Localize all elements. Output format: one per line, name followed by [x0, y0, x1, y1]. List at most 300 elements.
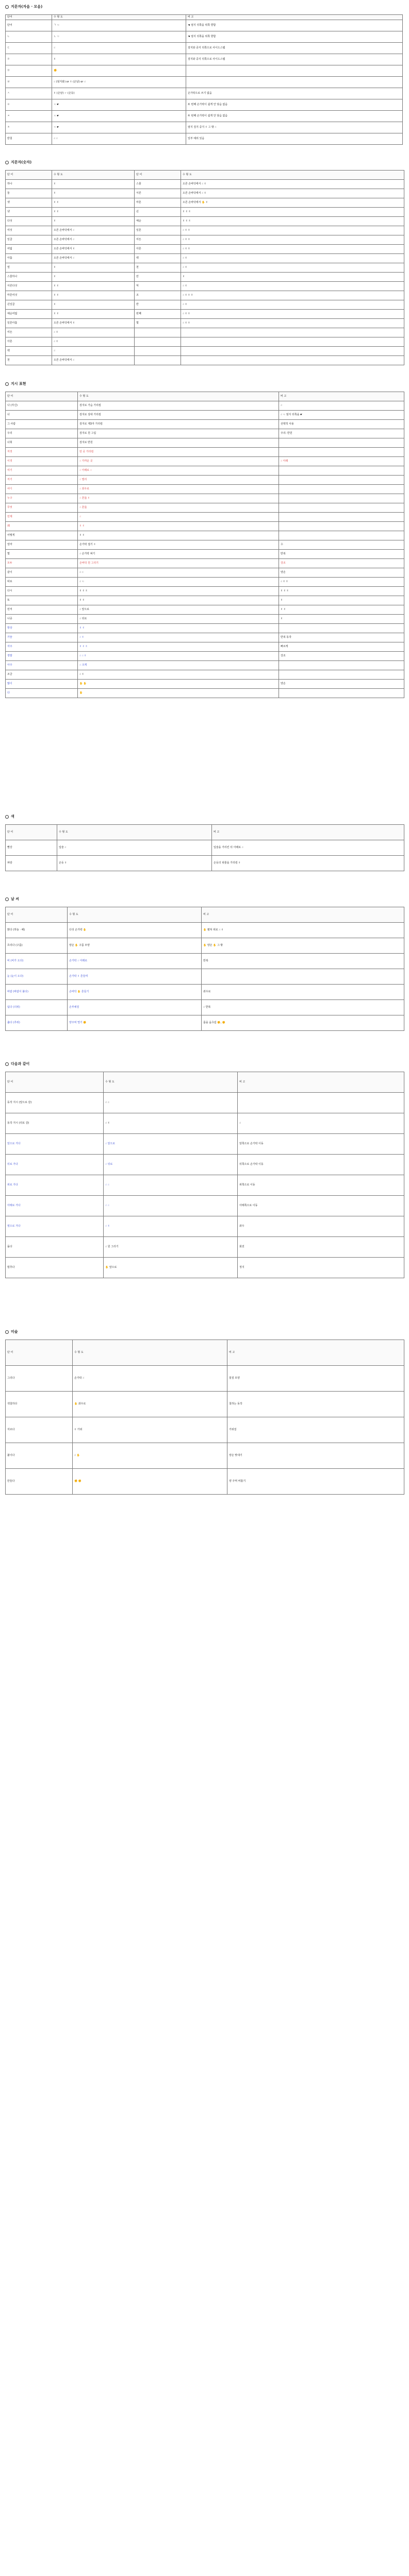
table-cell: 하나 [6, 180, 52, 189]
table-cell: 스물하나 [6, 273, 52, 282]
table-row [6, 1469, 404, 1495]
table-cell: 반복 [202, 954, 404, 969]
table-cell: ㅁ [6, 65, 52, 77]
section-title-text: 미술 [11, 1330, 18, 1334]
table-cell: 왜 [6, 522, 78, 531]
table-cell: 앞으로 가다 [6, 1134, 104, 1155]
section-table [5, 14, 403, 145]
column-header: 수 형 도 [78, 392, 279, 401]
table-cell: 손부채질 [68, 1000, 202, 1015]
table-row [6, 923, 404, 938]
table-cell: 손등 ✌ [57, 856, 212, 871]
section-title-text: 지문자(자음 · 모음) [11, 5, 43, 9]
table-cell: ☝ 앞으로 [78, 605, 279, 615]
table-cell: 무엇 [6, 503, 78, 513]
table-cell: ☝ 가까운 곳 [78, 457, 279, 466]
table-cell: 오른 손바닥에서 ☝ ✌ [181, 189, 404, 198]
table-cell: 정말 [6, 652, 78, 661]
table-cell: 일부 예외 있음 [186, 133, 403, 145]
circle-bullet-icon [5, 382, 9, 386]
table-cell: 모두 [6, 559, 78, 568]
table-cell: 손가락 ☝ 아래로 [68, 954, 202, 969]
table-cell: 어디 [6, 485, 78, 494]
section-title-text: 지시 표현 [11, 382, 26, 386]
table-row [6, 263, 404, 273]
table-cell: ☝ ✌ ✌ [181, 235, 404, 245]
table-row [6, 43, 403, 54]
table-cell: 엄지 검지 중지 ✌ 그 밖 ☝ [186, 122, 403, 133]
table-cell: ☝ ✌ ✌ [279, 578, 404, 587]
table-cell: 검지로 제3자 가리킴 [78, 420, 279, 429]
table-cell: 서른 [135, 189, 181, 198]
section-table [5, 392, 404, 698]
table-cell: 억 [135, 282, 181, 291]
table-cell: 백 [6, 347, 52, 356]
column-header: 수 형 도 [68, 907, 202, 923]
table-header-row [6, 825, 404, 840]
table-row [6, 77, 403, 88]
table-cell: ☝ ✌ ✌ [181, 319, 404, 328]
table-row [6, 840, 404, 856]
table-cell: 회전 [238, 1237, 404, 1258]
table-cell: 너 [6, 411, 78, 420]
table-cell: 쉰일곱 [6, 300, 52, 310]
table-header-row [6, 171, 404, 180]
table-cell: ☜ ☛ [52, 111, 186, 122]
table-cell: 나 (자신) [6, 401, 78, 411]
table-cell: ☝ [279, 401, 404, 411]
table-cell: 자르다 [6, 1417, 73, 1443]
table-cell: ✌ [279, 596, 404, 605]
column-header: 비 고 [279, 392, 404, 401]
table-cell: ✋ 앞으로 [104, 1258, 238, 1278]
table-row [6, 310, 404, 319]
table-cell [279, 476, 404, 485]
section-title [5, 814, 14, 819]
table-cell [279, 448, 404, 457]
table-cell [279, 661, 404, 670]
table-row [6, 133, 403, 145]
table-cell: 입술 ☝ [57, 840, 212, 856]
table-row [6, 122, 403, 133]
table-cell: ✊ [52, 65, 186, 77]
table-cell: 좌우 [238, 1216, 404, 1237]
table-row [6, 1000, 404, 1015]
table-cell [279, 670, 404, 680]
table-cell: ✌ [181, 273, 404, 282]
table-cell: 넷 [6, 208, 52, 217]
table-cell: 예순여덟 [6, 310, 52, 319]
table-cell: 그리다 [6, 1366, 73, 1392]
table-cell: 오른 손바닥에서 ☝ [52, 235, 135, 245]
table-cell: 손바닥 원 그리기 [78, 559, 279, 568]
section-title-text: 지문자(숫자) [11, 160, 32, 164]
table-cell: 우리 [6, 429, 78, 438]
table-cell: 양손 맞대기 [227, 1443, 404, 1469]
table-cell: 오른 손바닥에서 ✌ [52, 245, 135, 254]
table-row [6, 1113, 404, 1134]
table-cell: 위쪽으로 이동 [238, 1175, 404, 1196]
table-cell: ☝ 크게 [78, 661, 279, 670]
table-cell: ☝ (엄지와) or ✌ (손날) or ☝ [52, 77, 186, 88]
table-cell: 좌우로 [202, 985, 404, 1000]
table-cell: ☝ ✌ [52, 337, 135, 347]
table-cell: 손가락 ☝ [73, 1366, 227, 1392]
table-row [6, 605, 404, 615]
table-row [6, 503, 404, 513]
table-cell: ✌ ✌ [52, 310, 135, 319]
table-cell: 서른다섯 [6, 282, 52, 291]
table-row [6, 235, 404, 245]
table-cell [238, 1093, 404, 1113]
table-row [6, 180, 404, 189]
table-cell: 오른 손바닥에서 ☝ [52, 226, 135, 235]
section-title-text: 날 씨 [11, 897, 19, 901]
table-cell [202, 969, 404, 985]
table-cell: ✌ ✌ [52, 208, 135, 217]
table-cell: 다시 [6, 587, 78, 596]
table-cell: ☝ ✌ ✌ [181, 226, 404, 235]
table-cell: ㄴ [6, 31, 52, 43]
table-cell: 수 [279, 540, 404, 550]
table-cell: ✌ ✌ ✌ [78, 587, 279, 596]
table-cell: 만 [135, 273, 181, 282]
table-cell: 셋 [6, 198, 52, 208]
table-cell: ☝ ✌ [78, 633, 279, 642]
table-cell: ☚ 엄지 뒤쪽을 위쪽 향함 [186, 20, 403, 31]
table-cell: 검지와 중지 뒤쪽으로 사이드스텝 [186, 43, 403, 54]
table-cell [279, 522, 404, 531]
section-title [5, 896, 19, 902]
table-cell: 이것 [6, 457, 78, 466]
table-cell: 여섯 [6, 226, 52, 235]
table-cell: 강조 [279, 559, 404, 568]
table-cell: ☝ ✌ ✌ [181, 245, 404, 254]
column-header: 단어 [6, 15, 52, 20]
table-row [6, 189, 404, 198]
table-cell: 자주 [6, 642, 78, 652]
table-row [6, 448, 404, 457]
table-row [6, 1366, 404, 1392]
table-row [6, 254, 404, 263]
table-cell: 바람 (바람이 불다) [6, 985, 68, 1000]
table-row [6, 689, 404, 698]
table-cell: 일흔 [135, 226, 181, 235]
table-cell: 열 [6, 263, 52, 273]
table-row [6, 680, 404, 689]
table-cell: ☝ ☜ 엄지 뒤쪽을 ☛ [279, 411, 404, 420]
table-cell: ✌ ✌ [78, 522, 279, 531]
table-cell: ✌ ✌ [52, 198, 135, 208]
section-table [5, 1340, 404, 1495]
table-row [6, 540, 404, 550]
table-cell: ✋ 양손 ✋ 그 밖 [202, 938, 404, 954]
table-cell [279, 485, 404, 494]
table-row [6, 513, 404, 522]
table-cell: ☝ ✌ [78, 670, 279, 680]
table-cell: 오른 손바닥에서 ☝ [52, 356, 135, 365]
table-cell: 손바닥 ✋ 흔들기 [68, 985, 202, 1000]
table-cell: 먼저 [6, 605, 78, 615]
table-cell: ✌ ✌ ✌ [78, 642, 279, 652]
table-cell [186, 77, 403, 88]
table-row [6, 282, 404, 291]
table-cell [135, 328, 181, 337]
table-cell: ✌ ✌ ✌ [181, 217, 404, 226]
table-cell [181, 347, 404, 356]
table-cell: ✋ 펼쳐 위로 ☝ ✌ [202, 923, 404, 938]
table-row [6, 356, 404, 365]
table-cell: 마흔 [135, 198, 181, 208]
table-cell [181, 356, 404, 365]
table-cell: 몸을 움츠림 ✊, ✊ [202, 1015, 404, 1031]
table-header-row [6, 15, 403, 20]
table-cell: 돌다 [6, 1237, 104, 1258]
table-cell: ㄷ [6, 43, 52, 54]
table-cell: ㅂ [6, 77, 52, 88]
table-row [6, 494, 404, 503]
table-row [6, 1093, 404, 1113]
table-cell: ☝ [52, 43, 186, 54]
table-cell: 조 [135, 291, 181, 300]
table-cell: ☝ [238, 1113, 404, 1134]
column-header: 단 어 [6, 907, 68, 923]
table-cell: ✌ (손날) ☞ (손등) [52, 88, 186, 99]
table-cell: 손등의 핏줄을 가리킴 ✌ [212, 856, 404, 871]
table-cell: ☝ ✌ ✌ [181, 310, 404, 319]
table-row [6, 411, 404, 420]
table-cell: 아홉 [6, 254, 52, 263]
table-cell: 멈추다 [6, 1258, 104, 1278]
table-row [6, 31, 403, 43]
table-cell [181, 337, 404, 347]
column-header: 수 형 도 [52, 15, 186, 20]
table-row [6, 1196, 404, 1216]
table-cell: 반복 동작 [279, 633, 404, 642]
table-cell: ✌ [52, 180, 135, 189]
table-cell: ☝ ✌ [181, 254, 404, 263]
table-cell: ☝ ☝ [104, 1196, 238, 1216]
table-cell: 붙이다 [6, 1443, 73, 1469]
table-cell: 또 [6, 596, 78, 605]
table-cell: 반복 [279, 550, 404, 559]
table-cell: ㄴ ☜ [52, 31, 186, 43]
table-row [6, 550, 404, 559]
table-cell: 마흔여섯 [6, 291, 52, 300]
table-cell: 두 번째 손가락이 쉽게 안 닿음 없음 [186, 111, 403, 122]
table-cell: 맑다 (하늘 · 해) [6, 923, 68, 938]
table-cell: 아흔 [6, 337, 52, 347]
circle-bullet-icon [5, 1330, 9, 1334]
table-cell: 파랑 [6, 856, 57, 871]
table-row [6, 1443, 404, 1469]
table-cell: ☝ ✌ [181, 300, 404, 310]
table-cell: ☝ 멀리 [78, 476, 279, 485]
table-cell: ✌ [52, 54, 186, 65]
table-cell: 위로 가다 [6, 1175, 104, 1196]
table-row [6, 457, 404, 466]
table-cell [279, 503, 404, 513]
table-cell: ☝ 아래로 ☝ [78, 466, 279, 476]
table-cell: 받침 [6, 133, 52, 145]
table-cell: 양주먹 떨기 ✊ [68, 1015, 202, 1031]
table-header-row [6, 392, 404, 401]
table-cell: 아래로 가다 [6, 1196, 104, 1216]
table-row [6, 20, 403, 31]
table-cell: ☝ ✌ [181, 263, 404, 273]
table-cell: 다섯 손가락 ✋ [68, 923, 202, 938]
table-cell: 백 [135, 254, 181, 263]
table-cell: 가끔 [6, 633, 78, 642]
table-cell: ✌ ✌ [52, 282, 135, 291]
table-cell: ✋ ✋ [78, 680, 279, 689]
table-cell: ☝ 손가락 펴기 [78, 550, 279, 559]
table-cell: 여든 [135, 235, 181, 245]
table-cell: 항상 [6, 624, 78, 633]
column-header: 비 고 [186, 15, 403, 20]
table-row [6, 466, 404, 476]
column-header: 단 어 [6, 1340, 73, 1366]
table-row [6, 1155, 404, 1175]
table-row [6, 347, 404, 356]
table-cell: 양손 ✋ 구름 모양 [68, 938, 202, 954]
table-cell: ㅅ [6, 88, 52, 99]
table-cell: ✌ [52, 273, 135, 282]
table-cell: 정지 [238, 1258, 404, 1278]
column-header: 비 고 [227, 1340, 404, 1366]
table-cell: 저기 [6, 476, 78, 485]
table-header-row [6, 907, 404, 923]
table-cell: 뒤쪽으로 손가락 이동 [238, 1155, 404, 1175]
section-title-text: 다음과 같이 [11, 1062, 30, 1066]
table-cell: 흐리다 (구름) [6, 938, 68, 954]
table-cell: 색칠하다 [6, 1392, 73, 1417]
table-cell [279, 494, 404, 503]
section-title [5, 4, 42, 9]
table-cell: ☝ 뒤로 [78, 615, 279, 624]
table-cell: 비 (비가 오다) [6, 954, 68, 969]
table-row [6, 337, 404, 347]
table-cell: 춥다 (추위) [6, 1015, 68, 1031]
table-cell: ☝ ☜ [78, 578, 279, 587]
table-cell: 아래쪽으로 이동 [238, 1196, 404, 1216]
table-row [6, 217, 404, 226]
table-cell: 검지로 상대 가리킴 [78, 411, 279, 420]
table-cell: ㄱ ☜ [52, 20, 186, 31]
table-cell: 주의: 반원 [279, 429, 404, 438]
table-cell: 가위질 [227, 1417, 404, 1443]
table-cell: ☝ 원 그리기 [104, 1237, 238, 1258]
table-cell: 양손 [279, 680, 404, 689]
table-cell [279, 438, 404, 448]
table-cell: 언제 [6, 513, 78, 522]
table-row [6, 1015, 404, 1031]
column-header: 수 형 도 [52, 171, 135, 180]
table-cell: 일곱 [6, 235, 52, 245]
table-cell [279, 624, 404, 633]
circle-bullet-icon [5, 1062, 9, 1066]
table-cell: 아주 [6, 661, 78, 670]
table-cell: 나중 [6, 615, 78, 624]
table-row [6, 1392, 404, 1417]
table-cell: 누구 [6, 494, 78, 503]
table-row [6, 596, 404, 605]
column-header: 비 고 [202, 907, 404, 923]
table-cell: ☚ 엄지 뒤쪽을 위쪽 향함 [186, 31, 403, 43]
table-row [6, 652, 404, 661]
table-row [6, 273, 404, 282]
table-cell: 번째 [135, 310, 181, 319]
table-cell [279, 689, 404, 698]
table-cell: 둘 [6, 189, 52, 198]
table-cell: ✊ ✊ [73, 1469, 227, 1495]
table-cell: ㅈ [6, 111, 52, 122]
column-header: 수 형 도 [104, 1072, 238, 1093]
column-header: 단 어 [6, 392, 78, 401]
table-cell: 두 번째 손가락이 쉽게 안 닿음 없음 [186, 99, 403, 111]
table-row [6, 319, 404, 328]
table-cell: ✌ ✌ ✌ [181, 208, 404, 217]
table-cell: 아흔 [135, 245, 181, 254]
table-row [6, 615, 404, 624]
section-table [5, 824, 404, 871]
column-header: 단 어 [6, 1072, 104, 1093]
table-cell: 빨강 [6, 840, 57, 856]
circle-bullet-icon [5, 5, 9, 9]
table-row [6, 642, 404, 652]
table-row [6, 1417, 404, 1443]
table-cell: ☝ 흔듦 ✌ [78, 494, 279, 503]
table-cell: 일흔아홉 [6, 319, 52, 328]
table-row [6, 99, 403, 111]
table-row [6, 401, 404, 411]
table-cell: 많이 [6, 680, 78, 689]
table-cell: 같이 [6, 568, 78, 578]
table-cell: ☝ ✋ [73, 1443, 227, 1469]
table-cell: 선택적 사용 [279, 420, 404, 429]
table-cell: ✌ [52, 217, 135, 226]
section-title [5, 160, 31, 165]
column-header: 비 고 [238, 1072, 404, 1093]
table-cell: ☝ 흔듦 [78, 503, 279, 513]
table-cell: ✌ ✌ [78, 624, 279, 633]
column-header: 수 형 도 [73, 1340, 227, 1366]
table-row [6, 420, 404, 429]
table-cell: 검지로 반원 [78, 438, 279, 448]
table-cell: 그 사람 [6, 420, 78, 429]
section-table [5, 170, 404, 365]
table-cell: 뒤로 가다 [6, 1155, 104, 1175]
table-cell: 다 [6, 689, 78, 698]
table-row [6, 954, 404, 969]
table-cell: 손가락 ✌ 흔들며 [68, 969, 202, 985]
table-cell: 오른 손바닥에서 ✋ ✌ [181, 198, 404, 208]
table-row [6, 291, 404, 300]
table-cell: ☝ 좌우로 [78, 485, 279, 494]
table-cell: 붓질 모양 [227, 1366, 404, 1392]
table-cell: ☝ ☝ [52, 133, 186, 145]
table-cell: 스물 [135, 180, 181, 189]
table-cell [279, 513, 404, 522]
table-cell: 쉰 [135, 208, 181, 217]
column-header: 단 어 [135, 171, 181, 180]
table-row [6, 624, 404, 633]
table-cell: 동작 지시 (뒤로 갈) [6, 1113, 104, 1134]
table-cell: ㅇ [6, 99, 52, 111]
table-cell: ☝ ✌ [52, 328, 135, 337]
table-row [6, 568, 404, 578]
section-table [5, 907, 404, 1031]
